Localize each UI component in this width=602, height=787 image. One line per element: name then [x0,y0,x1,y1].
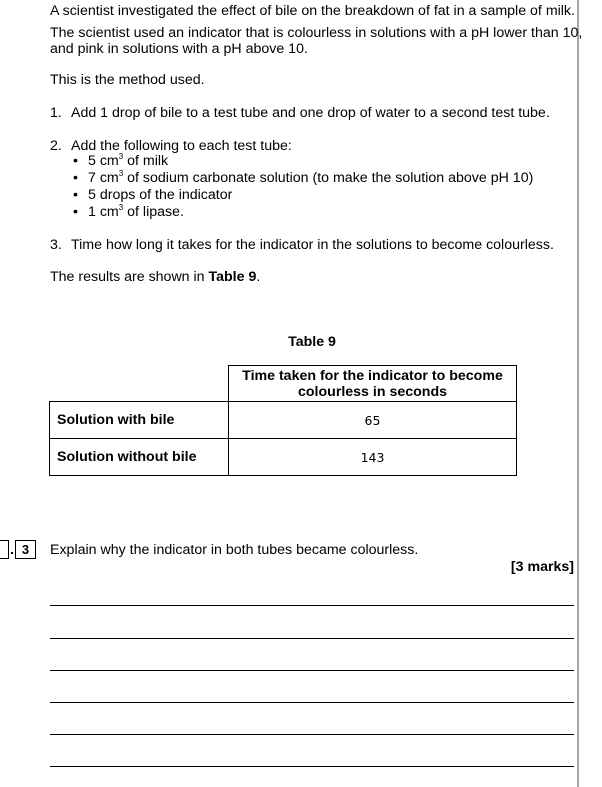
bullet-icon: • [73,187,78,203]
step-number: 1. [50,105,62,121]
list-item [73,170,533,187]
superscript: 3 [118,152,124,161]
step-number: 3. [50,237,62,253]
superscript: 3 [118,203,124,212]
empty-corner-cell [50,366,229,402]
results-text: The results are shown in [50,269,209,285]
method-step-1 [50,105,550,122]
step-number: 2. [50,138,62,154]
question-text: Explain why the indicator in both tubes became colourless. [50,542,419,558]
item-text: 1 cm [88,204,119,220]
step-text: Time how long it takes for the indicator in the solutions to become colourless. [71,237,554,253]
table-row [50,402,517,439]
results-text-end: . [256,269,261,285]
answer-line[interactable] [50,766,574,767]
method-intro: This is the method used. [50,72,205,88]
question-number-box-left [0,540,9,559]
row-value: 143 [229,439,517,476]
question-number-box-right: 3 [15,540,36,559]
item-text: of milk [123,153,169,169]
results-table [49,365,517,476]
results-sentence [50,269,260,286]
header-line-2: colourless in seconds [297,383,448,400]
item-text: 5 drops of the indicator [88,187,233,203]
bullet-icon: • [73,170,78,186]
indicator-description-line2: and pink in solutions with a pH above 10. [50,41,308,57]
list-item [73,153,533,170]
row-value: 65 [229,402,517,439]
answer-line[interactable] [50,734,574,735]
item-text: of lipase. [123,204,184,220]
item-text: of sodium carbonate solution (to make the solution above pH 10) [123,170,534,186]
table-row [50,439,517,476]
item-text: 7 cm [88,170,119,186]
step-text: Add 1 drop of bile to a test tube and one drop of water to a second test tube. [71,105,550,121]
superscript: 3 [118,169,124,178]
intro-text: A scientist investigated the effect of bile on the breakdown of fat in a sample of milk. [50,3,575,19]
answer-line[interactable] [50,638,574,639]
method-step-3 [50,237,554,254]
marks-label: [3 marks] [510,559,574,575]
column-header [229,366,517,402]
page-margin-line [577,0,579,787]
row-label: Solution without bile [50,439,229,476]
table-reference: Table 9 [208,269,257,285]
bullet-icon: • [73,204,78,220]
question-number-separator: . [10,541,14,557]
list-item [73,204,533,221]
answer-line[interactable] [50,605,574,606]
list-item [73,187,533,204]
answer-line[interactable] [50,702,574,703]
table-header-row [50,366,517,402]
indicator-description-line1: The scientist used an indicator that is colourless in solutions with a pH lower than 10, [50,25,583,41]
header-line-1: Time taken for the indicator to become [242,367,503,384]
bullet-icon: • [73,153,78,169]
table-title: Table 9 [288,334,336,350]
ingredient-list [73,153,533,221]
step-text: Add the following to each test tube: [71,138,292,154]
answer-line[interactable] [50,670,574,671]
row-label: Solution with bile [50,402,229,439]
item-text: 5 cm [88,153,119,169]
